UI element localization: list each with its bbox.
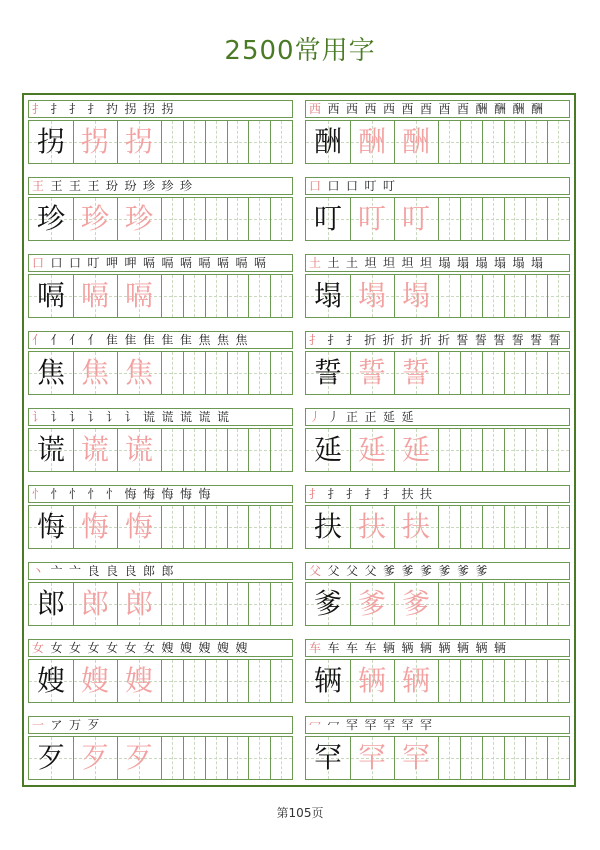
stroke-step: 郎 bbox=[143, 564, 156, 578]
stroke-step: 珍 bbox=[143, 179, 156, 193]
trace-character: 罕 bbox=[401, 741, 430, 774]
stroke-step: 扶 bbox=[401, 487, 414, 501]
stroke-step: 辆 bbox=[494, 641, 507, 655]
writing-grid bbox=[28, 120, 293, 164]
stroke-step: 扌 bbox=[87, 102, 100, 116]
trace-character: 焦 bbox=[124, 356, 153, 389]
stroke-step: 拐 bbox=[143, 102, 156, 116]
stroke-order-row bbox=[305, 331, 570, 349]
stroke-step: 坦 bbox=[401, 256, 414, 270]
stroke-step: 拐 bbox=[161, 102, 174, 116]
model-character: 辆 bbox=[313, 664, 342, 697]
stroke-step: 丿 bbox=[327, 410, 340, 424]
model-character: 叮 bbox=[313, 202, 342, 235]
stroke-step: 折 bbox=[438, 333, 451, 347]
stroke-step: 王 bbox=[50, 179, 63, 193]
model-character: 焦 bbox=[36, 356, 65, 389]
stroke-step: 誓 bbox=[530, 333, 543, 347]
stroke-step: 爹 bbox=[401, 564, 414, 578]
trace-character: 扶 bbox=[357, 510, 386, 543]
trace-character: 珍 bbox=[80, 202, 109, 235]
writing-grid bbox=[305, 736, 570, 780]
stroke-step: 父 bbox=[327, 564, 340, 578]
stroke-order-row bbox=[305, 408, 570, 426]
stroke-step: 塌 bbox=[512, 256, 525, 270]
stroke-step: 辆 bbox=[420, 641, 433, 655]
model-character: 拐 bbox=[36, 125, 65, 158]
stroke-step: 坦 bbox=[420, 256, 433, 270]
model-character: 酬 bbox=[313, 125, 342, 158]
trace-character: 嗝 bbox=[124, 279, 153, 312]
stroke-order-row bbox=[305, 485, 570, 503]
stroke-step: 嫂 bbox=[161, 641, 174, 655]
writing-grid bbox=[28, 351, 293, 395]
character-block-嫂 bbox=[28, 639, 293, 701]
stroke-step: 口 bbox=[327, 179, 340, 193]
stroke-order-row bbox=[28, 562, 293, 580]
stroke-order-row bbox=[305, 562, 570, 580]
model-character: 悔 bbox=[36, 510, 65, 543]
stroke-step: 口 bbox=[309, 179, 322, 193]
stroke-step: 爹 bbox=[420, 564, 433, 578]
stroke-step: 呷 bbox=[106, 256, 119, 270]
stroke-step: 土 bbox=[346, 256, 359, 270]
stroke-step: 嗝 bbox=[198, 256, 211, 270]
character-block-嗝 bbox=[28, 254, 293, 316]
stroke-step: 冖 bbox=[309, 718, 322, 732]
stroke-step: 亻 bbox=[50, 333, 63, 347]
stroke-step: 延 bbox=[401, 410, 414, 424]
writing-grid bbox=[305, 274, 570, 318]
trace-character: 塌 bbox=[357, 279, 386, 312]
stroke-step: 歹 bbox=[87, 718, 100, 732]
stroke-step: 罕 bbox=[364, 718, 377, 732]
stroke-step: 爹 bbox=[383, 564, 396, 578]
trace-character: 爹 bbox=[357, 587, 386, 620]
stroke-step: 隹 bbox=[180, 333, 193, 347]
model-character: 延 bbox=[313, 433, 342, 466]
trace-character: 延 bbox=[401, 433, 430, 466]
stroke-step: 焦 bbox=[198, 333, 211, 347]
stroke-step: 土 bbox=[309, 256, 322, 270]
stroke-step: 正 bbox=[364, 410, 377, 424]
stroke-step: 扌 bbox=[383, 487, 396, 501]
stroke-step: 良 bbox=[106, 564, 119, 578]
stroke-step: 折 bbox=[401, 333, 414, 347]
stroke-step: 玢 bbox=[106, 179, 119, 193]
stroke-step: 亠 bbox=[50, 564, 63, 578]
character-block-誓 bbox=[305, 331, 570, 393]
stroke-step: 扌 bbox=[32, 102, 45, 116]
stroke-step: 誓 bbox=[493, 333, 506, 347]
stroke-step: 父 bbox=[364, 564, 377, 578]
stroke-step: 誓 bbox=[511, 333, 524, 347]
stroke-step: 塌 bbox=[438, 256, 451, 270]
stroke-step: 扌 bbox=[309, 333, 322, 347]
stroke-step: 酉 bbox=[438, 102, 451, 116]
character-block-郎 bbox=[28, 562, 293, 624]
stroke-step: 扌 bbox=[345, 333, 358, 347]
stroke-step: 忄 bbox=[87, 487, 100, 501]
stroke-step: 隹 bbox=[143, 333, 156, 347]
stroke-step: 女 bbox=[106, 641, 119, 655]
stroke-step: 辆 bbox=[438, 641, 451, 655]
trace-character: 酬 bbox=[357, 125, 386, 158]
stroke-step: 亻 bbox=[87, 333, 100, 347]
trace-character: 酬 bbox=[401, 125, 430, 158]
stroke-step: 拐 bbox=[124, 102, 137, 116]
stroke-order-row bbox=[28, 485, 293, 503]
stroke-step: 嗝 bbox=[217, 256, 230, 270]
stroke-step: 车 bbox=[327, 641, 340, 655]
writing-grid bbox=[305, 120, 570, 164]
character-block-延 bbox=[305, 408, 570, 470]
stroke-step: 辆 bbox=[475, 641, 488, 655]
stroke-order-row bbox=[28, 716, 293, 734]
stroke-step: 塌 bbox=[531, 256, 544, 270]
trace-character: 嫂 bbox=[124, 664, 153, 697]
stroke-step: 辆 bbox=[401, 641, 414, 655]
trace-character: 誓 bbox=[357, 356, 386, 389]
stroke-step: 爹 bbox=[438, 564, 451, 578]
trace-character: 辆 bbox=[357, 664, 386, 697]
stroke-step: 罕 bbox=[383, 718, 396, 732]
stroke-order-row bbox=[305, 639, 570, 657]
page-number: 第105页 bbox=[276, 806, 324, 820]
stroke-step: 西 bbox=[309, 102, 322, 116]
trace-character: 誓 bbox=[401, 356, 430, 389]
writing-grid bbox=[28, 505, 293, 549]
trace-character: 拐 bbox=[80, 125, 109, 158]
trace-character: 珍 bbox=[124, 202, 153, 235]
stroke-step: 口 bbox=[69, 256, 82, 270]
character-block-歹 bbox=[28, 716, 293, 778]
stroke-step: 扌 bbox=[346, 487, 359, 501]
stroke-step: 女 bbox=[124, 641, 137, 655]
stroke-step: 王 bbox=[69, 179, 82, 193]
writing-grid bbox=[305, 505, 570, 549]
stroke-step: 焦 bbox=[235, 333, 248, 347]
stroke-step: 亻 bbox=[69, 333, 82, 347]
writing-grid bbox=[305, 582, 570, 626]
stroke-step: 良 bbox=[124, 564, 137, 578]
stroke-step: ア bbox=[50, 718, 63, 732]
model-character: 谎 bbox=[36, 433, 65, 466]
stroke-step: 扌 bbox=[50, 102, 63, 116]
stroke-order-row bbox=[28, 100, 293, 118]
stroke-step: 丶 bbox=[32, 564, 45, 578]
stroke-step: 酉 bbox=[401, 102, 414, 116]
stroke-step: 折 bbox=[382, 333, 395, 347]
stroke-step: 嗝 bbox=[235, 256, 248, 270]
writing-grid bbox=[28, 582, 293, 626]
stroke-step: 万 bbox=[69, 718, 82, 732]
stroke-order-row bbox=[305, 177, 570, 195]
stroke-step: 酉 bbox=[457, 102, 470, 116]
stroke-step: 谎 bbox=[143, 410, 156, 424]
stroke-step: 隹 bbox=[106, 333, 119, 347]
trace-character: 歹 bbox=[124, 741, 153, 774]
stroke-step: 罕 bbox=[346, 718, 359, 732]
stroke-step: 酬 bbox=[531, 102, 544, 116]
stroke-step: 忄 bbox=[32, 487, 45, 501]
stroke-order-row bbox=[28, 177, 293, 195]
stroke-step: 西 bbox=[383, 102, 396, 116]
model-character: 爹 bbox=[313, 587, 342, 620]
stroke-step: 塌 bbox=[494, 256, 507, 270]
character-block-酬 bbox=[305, 100, 570, 162]
trace-character: 叮 bbox=[357, 202, 386, 235]
stroke-step: 呷 bbox=[124, 256, 137, 270]
trace-character: 塌 bbox=[401, 279, 430, 312]
stroke-step: 女 bbox=[87, 641, 100, 655]
stroke-step: 车 bbox=[309, 641, 322, 655]
stroke-step: 扌 bbox=[327, 487, 340, 501]
stroke-step: 谎 bbox=[180, 410, 193, 424]
stroke-step: 塌 bbox=[457, 256, 470, 270]
trace-character: 扶 bbox=[401, 510, 430, 543]
writing-grid bbox=[28, 659, 293, 703]
stroke-step: 折 bbox=[419, 333, 432, 347]
stroke-step: 爹 bbox=[475, 564, 488, 578]
stroke-step: 坦 bbox=[383, 256, 396, 270]
writing-grid bbox=[305, 351, 570, 395]
stroke-step: 忄 bbox=[106, 487, 119, 501]
stroke-step: 悔 bbox=[161, 487, 174, 501]
stroke-step: 父 bbox=[309, 564, 322, 578]
trace-character: 罕 bbox=[357, 741, 386, 774]
stroke-step: 嗝 bbox=[180, 256, 193, 270]
character-block-拐 bbox=[28, 100, 293, 162]
character-block-叮 bbox=[305, 177, 570, 239]
stroke-step: 王 bbox=[87, 179, 100, 193]
stroke-step: 珍 bbox=[161, 179, 174, 193]
writing-grid bbox=[28, 197, 293, 241]
trace-character: 辆 bbox=[401, 664, 430, 697]
stroke-step: 口 bbox=[32, 256, 45, 270]
stroke-step: 延 bbox=[383, 410, 396, 424]
character-block-悔 bbox=[28, 485, 293, 547]
stroke-step: 叮 bbox=[364, 179, 377, 193]
trace-character: 嫂 bbox=[80, 664, 109, 697]
stroke-step: 叮 bbox=[87, 256, 100, 270]
character-block-辆 bbox=[305, 639, 570, 701]
stroke-step: 嗝 bbox=[161, 256, 174, 270]
stroke-step: 扌 bbox=[309, 487, 322, 501]
model-character: 郎 bbox=[36, 587, 65, 620]
stroke-step: 女 bbox=[69, 641, 82, 655]
stroke-step: 叮 bbox=[383, 179, 396, 193]
stroke-step: 车 bbox=[364, 641, 377, 655]
stroke-step: 忄 bbox=[50, 487, 63, 501]
character-block-焦 bbox=[28, 331, 293, 393]
stroke-step: 扶 bbox=[420, 487, 433, 501]
stroke-step: 讠 bbox=[106, 410, 119, 424]
character-block-爹 bbox=[305, 562, 570, 624]
stroke-step: 讠 bbox=[124, 410, 137, 424]
model-character: 扶 bbox=[313, 510, 342, 543]
stroke-step: 焦 bbox=[217, 333, 230, 347]
stroke-step: 西 bbox=[327, 102, 340, 116]
trace-character: 谎 bbox=[124, 433, 153, 466]
stroke-step: 忄 bbox=[69, 487, 82, 501]
stroke-step: 隹 bbox=[161, 333, 174, 347]
trace-character: 延 bbox=[357, 433, 386, 466]
trace-character: 谎 bbox=[80, 433, 109, 466]
stroke-step: 王 bbox=[32, 179, 45, 193]
trace-character: 拐 bbox=[124, 125, 153, 158]
stroke-step: 爹 bbox=[457, 564, 470, 578]
stroke-order-row bbox=[28, 639, 293, 657]
model-character: 歹 bbox=[36, 741, 65, 774]
stroke-step: 讠 bbox=[32, 410, 45, 424]
stroke-order-row bbox=[28, 408, 293, 426]
stroke-step: 女 bbox=[50, 641, 63, 655]
stroke-step: 冖 bbox=[327, 718, 340, 732]
stroke-step: 珍 bbox=[180, 179, 193, 193]
stroke-step: 一 bbox=[32, 718, 45, 732]
model-character: 嗝 bbox=[36, 279, 65, 312]
stroke-step: 女 bbox=[32, 641, 45, 655]
stroke-step: 折 bbox=[364, 333, 377, 347]
page-title: 2500常用字 bbox=[224, 36, 376, 66]
stroke-step: 嗝 bbox=[254, 256, 267, 270]
stroke-step: 扚 bbox=[106, 102, 119, 116]
writing-grid bbox=[28, 274, 293, 318]
stroke-step: 口 bbox=[346, 179, 359, 193]
trace-character: 爹 bbox=[401, 587, 430, 620]
stroke-step: 酬 bbox=[475, 102, 488, 116]
trace-character: 嗝 bbox=[80, 279, 109, 312]
writing-grid bbox=[305, 428, 570, 472]
stroke-step: 塌 bbox=[475, 256, 488, 270]
stroke-step: 亠 bbox=[69, 564, 82, 578]
stroke-step: 丿 bbox=[309, 410, 322, 424]
stroke-step: 讠 bbox=[87, 410, 100, 424]
stroke-step: 悔 bbox=[143, 487, 156, 501]
stroke-step: 酬 bbox=[512, 102, 525, 116]
stroke-step: 酉 bbox=[420, 102, 433, 116]
stroke-step: 罕 bbox=[401, 718, 414, 732]
stroke-step: 嫂 bbox=[180, 641, 193, 655]
stroke-step: 辆 bbox=[383, 641, 396, 655]
stroke-order-row bbox=[305, 716, 570, 734]
stroke-step: 讠 bbox=[50, 410, 63, 424]
stroke-step: 口 bbox=[50, 256, 63, 270]
stroke-step: 嫂 bbox=[198, 641, 211, 655]
trace-character: 焦 bbox=[80, 356, 109, 389]
writing-grid bbox=[28, 428, 293, 472]
character-block-罕 bbox=[305, 716, 570, 778]
stroke-step: 父 bbox=[346, 564, 359, 578]
stroke-step: 扌 bbox=[327, 333, 340, 347]
stroke-step: 谎 bbox=[217, 410, 230, 424]
stroke-step: 嫂 bbox=[217, 641, 230, 655]
model-character: 嫂 bbox=[36, 664, 65, 697]
stroke-step: 悔 bbox=[124, 487, 137, 501]
stroke-step: 罕 bbox=[420, 718, 433, 732]
character-block-扶 bbox=[305, 485, 570, 547]
stroke-step: 誓 bbox=[456, 333, 469, 347]
trace-character: 悔 bbox=[124, 510, 153, 543]
character-block-谎 bbox=[28, 408, 293, 470]
character-block-塌 bbox=[305, 254, 570, 316]
stroke-step: 亻 bbox=[32, 333, 45, 347]
stroke-step: 誓 bbox=[548, 333, 561, 347]
stroke-step: 誓 bbox=[474, 333, 487, 347]
trace-character: 郎 bbox=[80, 587, 109, 620]
writing-grid bbox=[305, 659, 570, 703]
writing-grid bbox=[305, 197, 570, 241]
stroke-step: 酬 bbox=[494, 102, 507, 116]
trace-character: 悔 bbox=[80, 510, 109, 543]
stroke-order-row bbox=[305, 100, 570, 118]
stroke-step: 正 bbox=[346, 410, 359, 424]
stroke-step: 悔 bbox=[180, 487, 193, 501]
trace-character: 郎 bbox=[124, 587, 153, 620]
character-block-珍 bbox=[28, 177, 293, 239]
trace-character: 叮 bbox=[401, 202, 430, 235]
stroke-step: 扌 bbox=[69, 102, 82, 116]
stroke-step: 良 bbox=[87, 564, 100, 578]
stroke-step: 谎 bbox=[198, 410, 211, 424]
model-character: 塌 bbox=[313, 279, 342, 312]
stroke-step: 西 bbox=[364, 102, 377, 116]
stroke-step: 嫂 bbox=[235, 641, 248, 655]
stroke-order-row bbox=[305, 254, 570, 272]
writing-grid bbox=[28, 736, 293, 780]
stroke-step: 车 bbox=[346, 641, 359, 655]
stroke-step: 辆 bbox=[457, 641, 470, 655]
stroke-step: 谎 bbox=[161, 410, 174, 424]
model-character: 誓 bbox=[313, 356, 342, 389]
stroke-step: 悔 bbox=[198, 487, 211, 501]
stroke-step: 郎 bbox=[161, 564, 174, 578]
trace-character: 歹 bbox=[80, 741, 109, 774]
stroke-order-row bbox=[28, 254, 293, 272]
stroke-step: 女 bbox=[143, 641, 156, 655]
stroke-step: 土 bbox=[327, 256, 340, 270]
stroke-step: 玢 bbox=[124, 179, 137, 193]
stroke-order-row bbox=[28, 331, 293, 349]
model-character: 珍 bbox=[36, 202, 65, 235]
stroke-step: 扌 bbox=[364, 487, 377, 501]
stroke-step: 讠 bbox=[69, 410, 82, 424]
stroke-step: 西 bbox=[346, 102, 359, 116]
model-character: 罕 bbox=[313, 741, 342, 774]
stroke-step: 隹 bbox=[124, 333, 137, 347]
stroke-step: 坦 bbox=[364, 256, 377, 270]
stroke-step: 嗝 bbox=[143, 256, 156, 270]
